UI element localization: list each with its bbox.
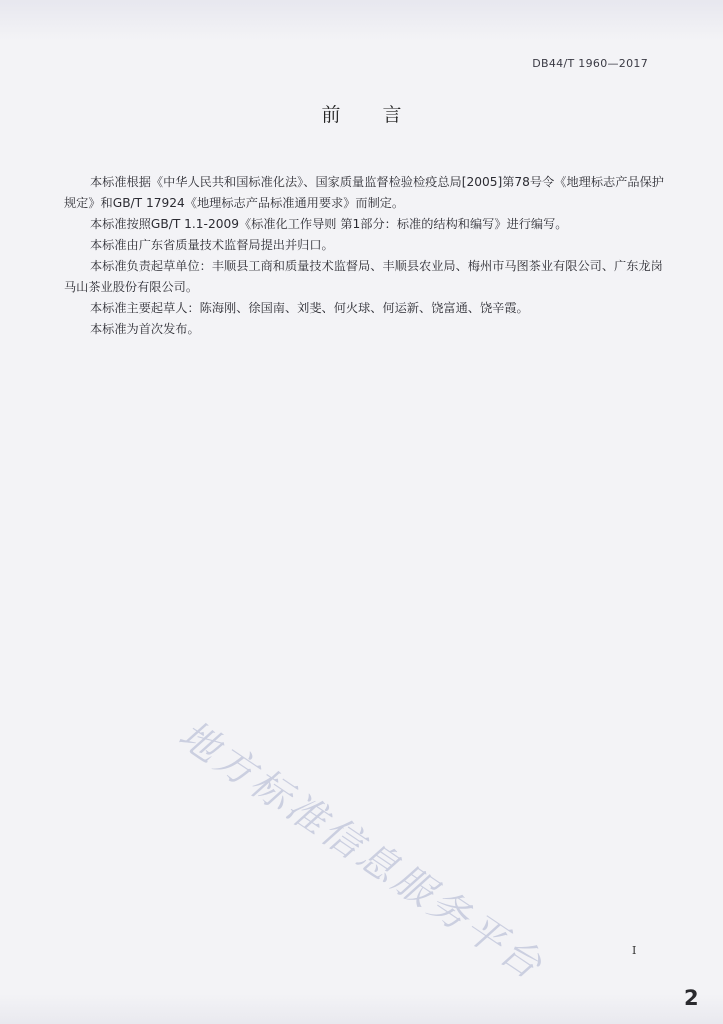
foreword-body	[64, 172, 664, 340]
page-number: I	[632, 944, 637, 957]
paragraph-drafters: 本标准主要起草人：陈海刚、徐国南、刘斐、何火球、何运新、饶富通、饶辛霞。	[90, 301, 529, 315]
paragraph-drafting-rules: 本标准按照GB/T 1.1-2009《标准化工作导则 第1部分：标准的结构和编写》进行编写。	[90, 217, 568, 231]
page-title: 前言	[321, 104, 444, 126]
sheet-number: 2	[684, 986, 699, 1010]
paragraph-basis: 本标准根据《中华人民共和国标准化法》、国家质量监督检验检疫总局[2005]第78号令《地理标志产品保护规定》和GB/T 17924《地理标志产品标准通用要求》而制定。	[64, 175, 664, 210]
paragraph-drafting-units: 本标准负责起草单位：丰顺县工商和质量技术监督局、丰顺县农业局、梅州市马图茶业有限公司、广东龙岗马山茶业股份有限公司。	[64, 259, 663, 294]
paragraph-proposer: 本标准由广东省质量技术监督局提出并归口。	[90, 238, 334, 252]
watermark: 地方标准信息服务平台	[170, 712, 553, 991]
paragraph-first-release: 本标准为首次发布。	[90, 322, 200, 336]
document-code: DB44/T 1960—2017	[532, 57, 648, 70]
